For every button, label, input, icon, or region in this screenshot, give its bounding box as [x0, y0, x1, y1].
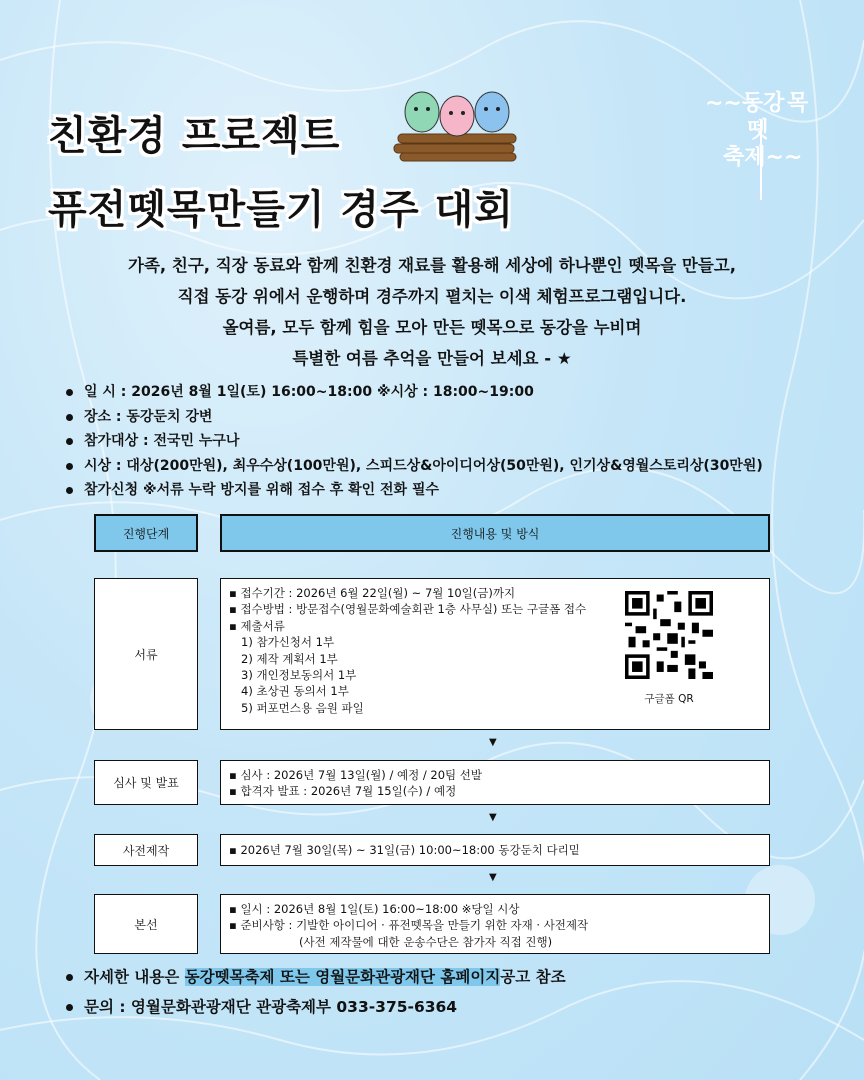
logo-line-2: 목	[787, 91, 809, 116]
footer-notes	[66, 962, 566, 1022]
intro-line: 가족, 친구, 직장 동료와 함께 친환경 재료를 활용해 세상에 하나뿐인 뗏목을 만들고,	[128, 256, 736, 275]
detail-note	[66, 962, 566, 992]
content-line: ▪ 접수방법 : 방문접수(영월문화예술회관 1층 사무실) 또는 구글폼 접수	[229, 602, 587, 617]
stage-preproduction-content	[220, 834, 770, 866]
flow-arrow-icon: ▼	[489, 737, 497, 748]
stage-documents-content	[220, 578, 770, 730]
info-item-application: 참가신청 ※서류 누락 방지를 위해 접수 후 확인 전화 필수	[66, 478, 846, 503]
content-line: ▪ 제출서류	[229, 618, 285, 633]
content-line: ▪ 2026년 7월 30일(목) ~ 31일(금) 10:00~18:00 동강둔치 다리밑	[229, 843, 580, 857]
content-line: (사전 제작물에 대한 운송수단은 참가자 직접 진행)	[299, 934, 553, 949]
festival-logo	[705, 82, 817, 202]
stage-final-content	[220, 894, 770, 954]
info-item-venue: 장소 : 동강둔치 강변	[66, 405, 846, 430]
content-line: 1) 참가신청서 1부	[241, 635, 335, 650]
content-line: ▪ 접수기간 : 2026년 6월 22일(월) ~ 7월 10일(금)까지	[229, 586, 516, 600]
intro-line: 특별한 여름 추억을 만들어 보세요 - ★	[292, 349, 572, 368]
stage-documents: 서류	[94, 578, 198, 730]
flow-arrow-icon: ▼	[489, 872, 497, 883]
intro-line: 올여름, 모두 함께 힘을 모아 만든 뗏목으로 동강을 누비며	[222, 318, 642, 337]
logo-line-1: ~~동강	[705, 91, 785, 116]
detail-suffix: 공고 참조	[500, 968, 566, 986]
table-header-content: 진행내용 및 방식	[220, 514, 770, 552]
info-item-awards: 시상 : 대상(200만원), 최우수상(100만원), 스피드상&아이디어상(50만원), 인기상&영월스토리상(30만원)	[66, 454, 846, 479]
stage-preproduction: 사전제작	[94, 834, 198, 866]
title-line-1: 친환경 프로젝트	[48, 113, 341, 159]
content-line: 2) 제작 계획서 1부	[241, 651, 338, 666]
table-header-stage: 진행단계	[94, 514, 198, 552]
logo-line-3: 뗏	[747, 118, 769, 143]
intro-paragraph	[40, 250, 824, 374]
flow-arrow-icon: ▼	[489, 812, 497, 823]
stage-review-content	[220, 760, 770, 805]
content-line: ▪ 합격자 발표 : 2026년 7월 15일(수) / 예정	[229, 784, 457, 799]
info-list	[66, 380, 846, 503]
contact-info: 문의 : 영월문화관광재단 관광축제부 033-375-6364	[66, 992, 566, 1022]
stage-review: 심사 및 발표	[94, 760, 198, 805]
stage-final: 본선	[94, 894, 198, 954]
google-form-qr-code[interactable]	[625, 591, 713, 679]
detail-highlight: 동강뗏목축제 또는 영월문화관광재단 홈페이지	[184, 968, 501, 986]
content-line: 3) 개인정보동의서 1부	[241, 668, 357, 683]
content-line: ▪ 일시 : 2026년 8월 1일(토) 16:00~18:00 ※당일 시상	[229, 902, 520, 916]
qr-label: 구글폼 QR	[644, 693, 694, 705]
content-line: 4) 초상권 동의서 1부	[241, 684, 349, 699]
mascot-raft-illustration	[392, 82, 524, 164]
logo-line-4: 축제~~	[723, 145, 803, 170]
content-line: ▪ 준비사항 : 기발한 아이디어 · 퓨전뗏목을 만들기 위한 자재 · 사전제작	[229, 918, 589, 933]
info-item-schedule: 일 시 : 2026년 8월 1일(토) 16:00~18:00 ※시상 : 18:00~19:00	[66, 380, 846, 405]
content-line: 5) 퍼포먼스용 음원 파일	[241, 700, 364, 715]
info-item-eligibility: 참가대상 : 전국민 누구나	[66, 429, 846, 454]
intro-line: 직접 동강 위에서 운행하며 경주까지 펼치는 이색 체험프로그램입니다.	[177, 287, 687, 306]
detail-prefix: 자세한 내용은	[84, 968, 185, 986]
title-line-2: 퓨전뗏목만들기 경주 대회	[48, 187, 514, 233]
content-line: ▪ 심사 : 2026년 7월 13일(월) / 예정 / 20팀 선발	[229, 768, 482, 782]
